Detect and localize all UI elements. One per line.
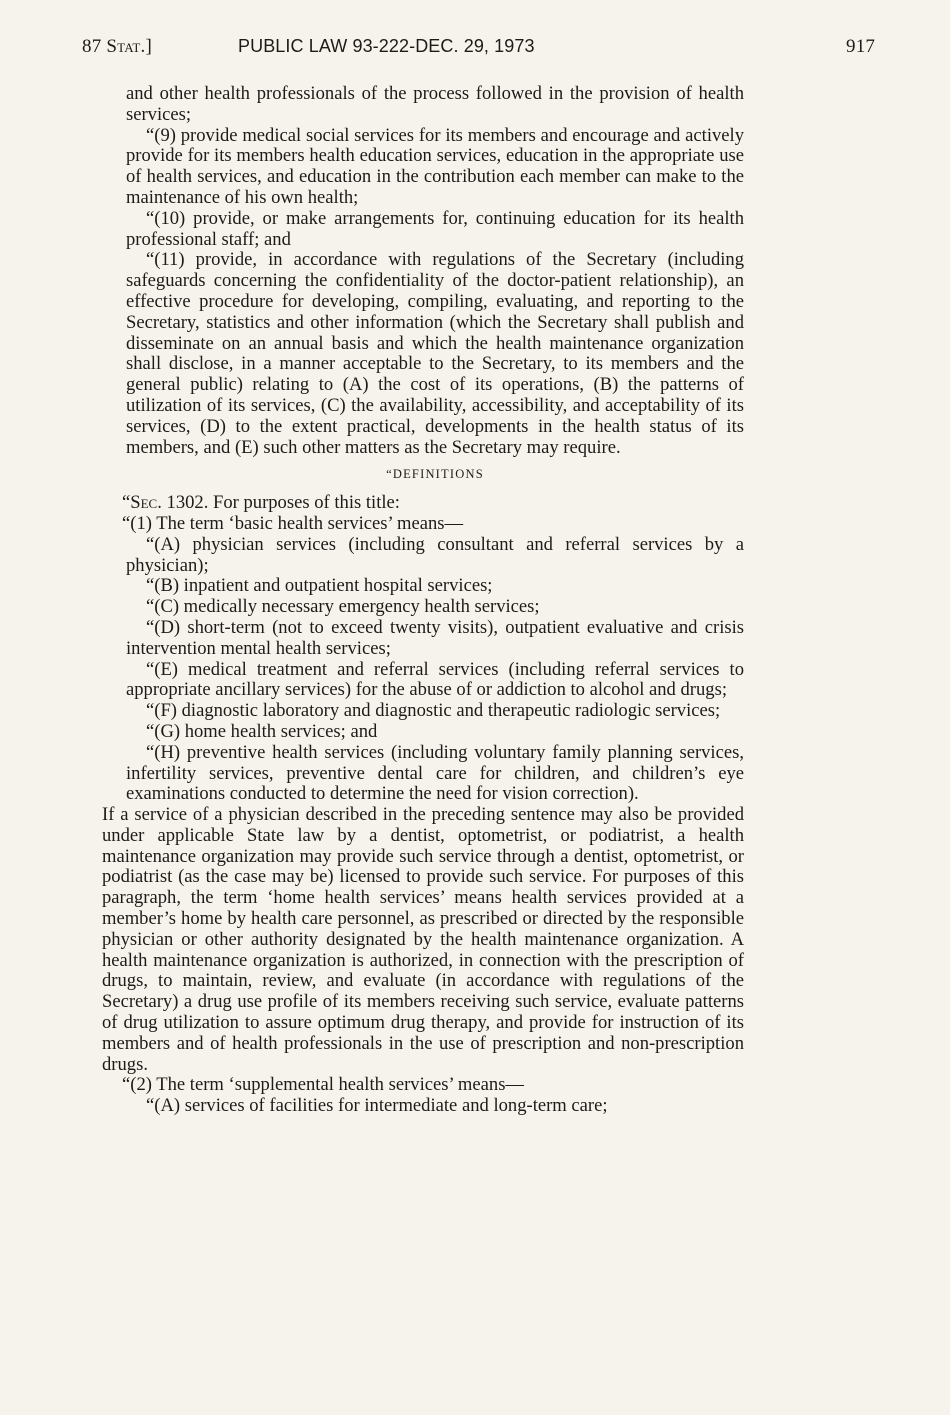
section-1302-intro — [102, 493, 744, 514]
section-label: “Sec. — [122, 492, 162, 514]
statute-abbrev: Stat. — [106, 36, 146, 57]
volume-number: 87 — [82, 36, 102, 57]
definition-2-a: “(A) services of facilities for intermediate and long-term care; — [146, 1095, 608, 1117]
paragraph-9: “(9) provide medical social services for its members and encourage and actively provide for its members health education services, education in the appropriate use of health services, and education in the contribution each member can make to the maintenance of his own health; — [126, 124, 744, 208]
running-title: PUBLIC LAW 93-222-DEC. 29, 1973 — [238, 36, 535, 56]
paragraph-8-continuation: and other health professionals of the process followed in the provision of health services; — [126, 83, 744, 125]
definition-1: “(1) The term ‘basic health services’ means— — [122, 512, 464, 534]
definition-1-f: “(F) diagnostic laboratory and diagnostic and therapeutic radiologic services; — [146, 700, 721, 722]
section-text: 1302. For purposes of this title: — [166, 492, 400, 514]
definition-2: “(2) The term ‘supplemental health services’ means— — [122, 1074, 525, 1096]
definition-1-g: “(G) home health services; and — [146, 720, 378, 742]
definition-1-b: “(B) inpatient and outpatient hospital services; — [146, 575, 493, 597]
section-heading: “DEFINITIONS — [386, 467, 484, 482]
header-bracket: ] — [145, 36, 152, 57]
definition-1-h: “(H) preventive health services (including voluntary family planning services, infertility services, preventive dental care for children, and children’s eye examinations conducted to determine the need for vision correction). — [126, 741, 744, 805]
document-body — [102, 84, 744, 1117]
definition-1-d: “(D) short-term (not to exceed twenty visits), outpatient evaluative and crisis intervention mental health services; — [126, 616, 744, 659]
statute-reference — [82, 36, 152, 58]
paragraph-11: “(11) provide, in accordance with regulations of the Secretary (including safeguards concerning the confidentiality of the doctor-patient relationship), an effective procedure for developing, compiling, evaluating, and reporting to the Secretary, statistics and other information (which the Secretary shall publish and disseminate on an annual basis and which the health maintenance organization shall disclose, in a manner acceptable to the Secretary, to its members and the general public) relating to (A) the cost of its operations, (B) the patterns of utilization of its services, (C) the availability, accessibility, and acceptability of its services, (D) to the extent practical, developments in the health status of its members, and (E) such other matters as the Secretary may require. — [126, 249, 744, 458]
definition-1-a: “(A) physician services (including consultant and referral services by a physician); — [126, 533, 744, 576]
definition-1-c: “(C) medically necessary emergency health services; — [146, 596, 540, 618]
flush-paragraph: If a service of a physician described in the preceding sentence may also be provided under applicable State law by a dentist, optometrist, or podiatrist, a health maintenance organization may provide such service through a dentist, optometrist, or podiatrist (as the case may be) licensed to provide such service. For purposes of this paragraph, the term ‘home health services’ means health services provided at a member’s home by health care personnel, as prescribed or directed by the responsible physician or other authority designated by the health maintenance organization. A health maintenance organization is authorized, in connection with the prescription of drugs, to maintain, review, and evaluate (in accordance with regulations of the Secretary) a drug use profile of its members receiving such service, evaluate patterns of drug utilization to assure optimum drug therapy, and provide for instruction of its members and of health professionals in the use of prescription and non-prescription drugs. — [102, 804, 744, 1075]
page-header — [0, 36, 950, 66]
definition-1-e: “(E) medical treatment and referral services (including referral services to appropriate ancillary services) for the abuse of or addiction to alcohol and drugs; — [126, 658, 744, 701]
paragraph-10: “(10) provide, or make arrangements for, continuing education for its health professional staff; and — [126, 207, 744, 250]
page-number: 917 — [846, 36, 876, 57]
